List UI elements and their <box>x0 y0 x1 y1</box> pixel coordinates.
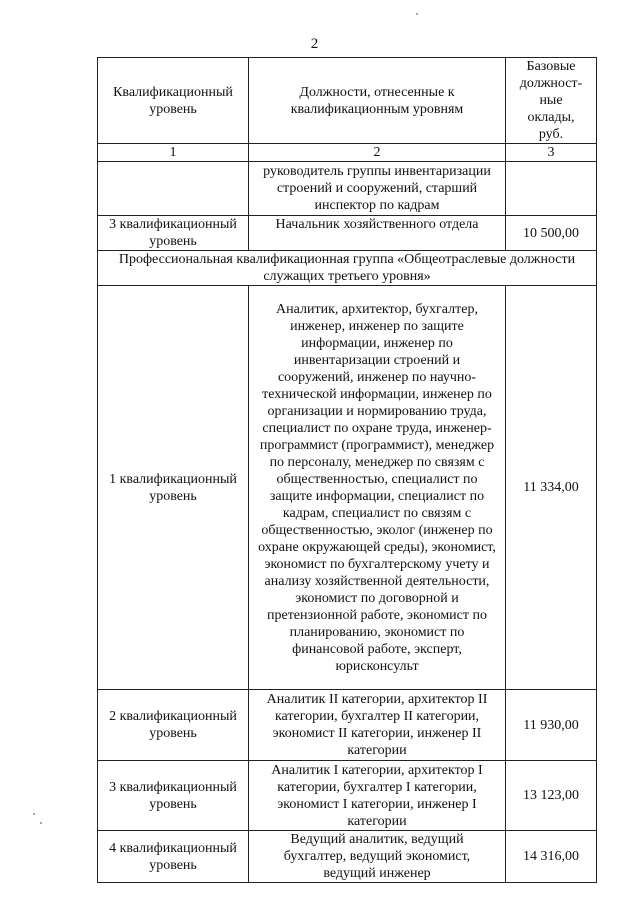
scan-speck <box>416 13 418 15</box>
table-row <box>98 690 597 761</box>
salary-cell: 10 500,00 <box>506 216 597 251</box>
salary-cell: 14 316,00 <box>506 831 597 883</box>
table-row <box>98 162 597 216</box>
column-number-3: 3 <box>506 144 597 162</box>
positions-cell: Аналитик II категории, архитектор II категории, бухгалтер II категории, экономист II категории, инженер II категории <box>249 690 506 761</box>
scan-speck <box>40 822 42 824</box>
header-positions: Должности, отнесенные к квалификационным уровням <box>249 58 506 144</box>
group-title-row <box>98 251 597 286</box>
continuation-positions: руководитель группы инвентаризации строений и сооружений, старший инспектор по кадрам <box>249 162 506 216</box>
level-cell: 2 квалификационный уровень <box>98 690 249 761</box>
header-salary: Базовые должност-ные оклады, руб. <box>506 58 597 144</box>
positions-cell: Ведущий аналитик, ведущий бухгалтер, ведущий экономист, ведущий инженер <box>249 831 506 883</box>
level-cell: 1 квалификационный уровень <box>98 286 249 690</box>
page-number: 2 <box>310 36 319 52</box>
column-number-row <box>98 144 597 162</box>
table-row <box>98 831 597 883</box>
level-cell: 3 квалификационный уровень <box>98 761 249 831</box>
level-cell: 3 квалификационный уровень <box>98 216 249 251</box>
positions-cell: Начальник хозяйственного отдела <box>249 216 506 251</box>
positions-cell: Аналитик, архитектор, бухгалтер, инженер, инженер по защите информации, инженер по инвентаризации строений и сооружений, инженер по научно-технической информации, инженер по организации и нормированию труда, специалист по охране труда, инженер-программист (программист), менеджер по персоналу, менеджер по связям с общественностью, специалист по защите информации, специалист по кадрам, специалист по связям с общественностью, эколог (инженер по охране окружающей среды), экономист, экономист по бухгалтерскому учету и анализу хозяйственной деятельности, экономист по договорной и претензионной работе, экономист по планированию, экономист по финансовой работе, эксперт, юрисконсульт <box>249 286 506 690</box>
table-header-row <box>98 58 597 144</box>
table-row <box>98 761 597 831</box>
column-number-2: 2 <box>249 144 506 162</box>
column-number-1: 1 <box>98 144 249 162</box>
salary-cell: 11 334,00 <box>506 286 597 690</box>
table-row <box>98 216 597 251</box>
salary-cell: 13 123,00 <box>506 761 597 831</box>
qualification-table <box>97 57 597 883</box>
header-level: Квалификационный уровень <box>98 58 249 144</box>
salary-cell: 11 930,00 <box>506 690 597 761</box>
positions-cell: Аналитик I категории, архитектор I категории, бухгалтер I категории, экономист I категории, инженер I категории <box>249 761 506 831</box>
scan-speck <box>33 813 35 815</box>
table-row <box>98 286 597 690</box>
group-title: Профессиональная квалификационная группа «Общеотраслевые должности служащих третьего уровня» <box>98 251 597 286</box>
level-cell: 4 квалификационный уровень <box>98 831 249 883</box>
